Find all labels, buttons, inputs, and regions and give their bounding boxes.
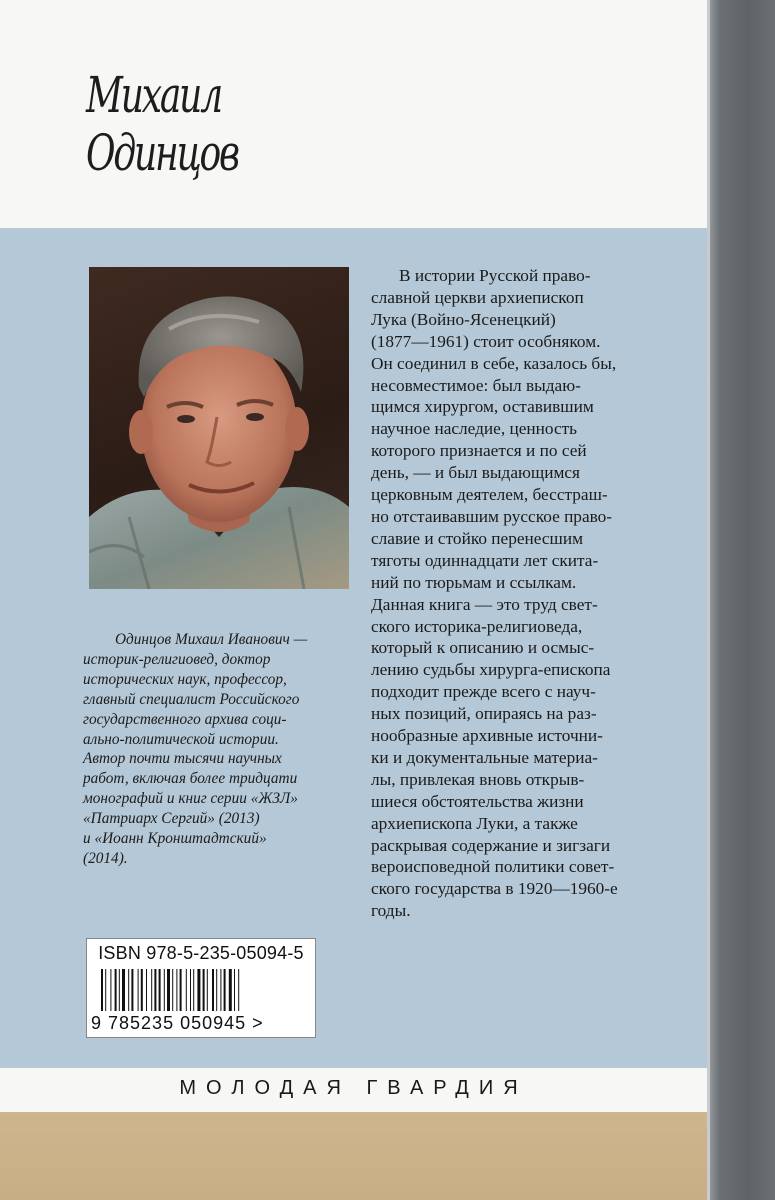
bio-line: Автор почти тысячи научных xyxy=(83,750,282,768)
description-line: ки и документальные материа- xyxy=(371,747,598,767)
description-line: Он соединил в себе, казалось бы, xyxy=(371,353,617,373)
description-line: который к описанию и осмыс- xyxy=(371,638,595,658)
description-line: подходит прежде всего с науч- xyxy=(371,682,596,702)
bio-line: историк-религиовед, доктор xyxy=(83,650,271,668)
author-photo xyxy=(89,267,349,589)
description-line: тяготы одиннадцати лет скита- xyxy=(371,550,599,570)
author-name xyxy=(86,66,286,182)
description-line: раскрывая содержание и зигзаги xyxy=(371,835,611,855)
book-spine xyxy=(707,0,775,1200)
bio-line: «Патриарх Сергий» (2013) xyxy=(83,810,260,828)
bio-line: ально-политической истории. xyxy=(83,730,279,748)
author-first-name: Михаил xyxy=(86,66,221,124)
description-line: научное наследие, ценность xyxy=(371,419,578,439)
description-line: церковным деятелем, бесстраш- xyxy=(371,485,608,505)
bio-line: главный специалист Российского xyxy=(83,690,300,708)
description-line: архиепископа Луки, а также xyxy=(371,813,578,833)
description-line: но отстаивавшим русское право- xyxy=(371,506,613,526)
description-line: В истории Русской право- xyxy=(399,266,591,285)
isbn-barcode-box xyxy=(86,938,316,1038)
description-line: (1877—1961) стоит особняком. xyxy=(371,331,601,351)
description-line: славие и стойко перенесшим xyxy=(371,528,584,548)
book-description xyxy=(371,265,687,922)
description-line: славной церкви архиепископ xyxy=(371,287,584,307)
description-line: шиеся обстоятельства жизни xyxy=(371,791,584,811)
description-line: годы. xyxy=(371,901,411,921)
bottom-tan-band xyxy=(0,1112,707,1200)
bio-line: исторических наук, профессор, xyxy=(83,670,287,688)
author-portrait-image xyxy=(89,267,349,589)
description-line: нообразные архивные источни- xyxy=(371,726,603,746)
bio-line: монографий и книг серии «ЖЗЛ» xyxy=(83,790,298,808)
description-line: несовместимое: был выдаю- xyxy=(371,375,581,395)
bio-line: государственного архива соци- xyxy=(83,710,287,728)
description-line: лы, привлекая вновь открыв- xyxy=(371,769,585,789)
author-bio xyxy=(83,630,373,869)
description-line: Лука (Войно-Ясенецкий) xyxy=(371,309,556,329)
barcode-digits: 9 785235 050945 > xyxy=(91,1013,264,1033)
publisher-name: МОЛОДАЯ ГВАРДИЯ xyxy=(179,1077,528,1099)
author-last-name: Одинцов xyxy=(86,124,238,182)
description-line: Данная книга — это труд свет- xyxy=(371,594,598,614)
bio-line: и «Иоанн Кронштадтский» xyxy=(83,830,267,848)
description-line: ний по тюрьмам и ссылкам. xyxy=(371,572,577,592)
bio-line: (2014). xyxy=(83,849,128,867)
description-line: щимся хирургом, оставившим xyxy=(371,397,594,417)
description-line: день, — и был выдающимся xyxy=(371,463,581,483)
bio-line: Одинцов Михаил Иванович — xyxy=(115,631,308,648)
description-line: вероисповедной политики совет- xyxy=(371,857,615,877)
description-line: ных позиций, опираясь на раз- xyxy=(371,704,597,724)
title-area xyxy=(0,0,707,228)
barcode-icon xyxy=(93,969,309,1013)
description-line: ского государства в 1920—1960-е xyxy=(371,879,618,899)
bio-line: работ, включая более тридцати xyxy=(83,770,298,788)
description-line: ского историка-религиоведа, xyxy=(371,616,583,636)
isbn-label: ISBN 978-5-235-05094-5 xyxy=(98,943,304,963)
description-line: лению судьбы хирурга-епископа xyxy=(371,660,611,680)
description-line: которого признается и по сей xyxy=(371,441,587,461)
